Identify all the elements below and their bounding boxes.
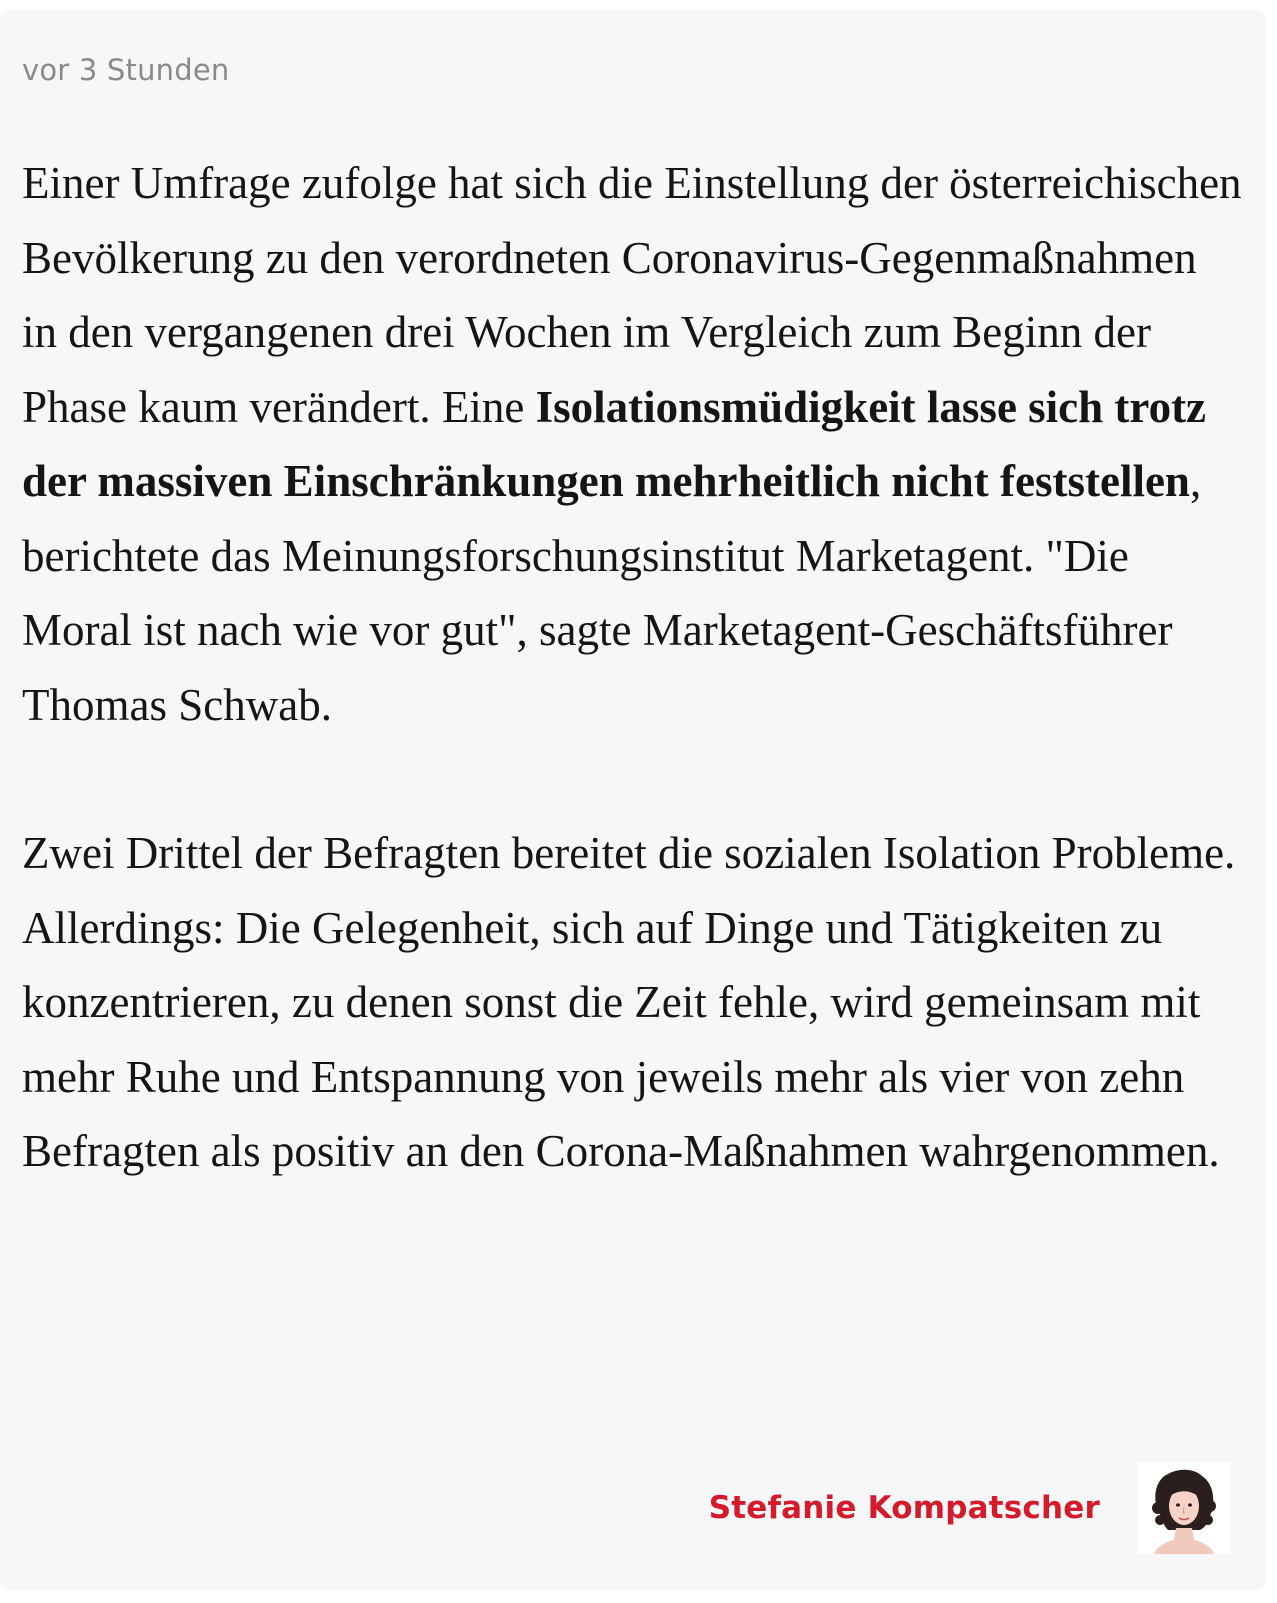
author-byline: [709, 1460, 1230, 1556]
paragraph-1-highlight: Isolationsmüdigkeit lasse sich trotz der massiven Einschränkungen mehrheitlich nicht feststellen: [22, 381, 1207, 506]
paragraph-1-tail: , berichtete das Meinungsforschungsinstitut Marketagent. "Die Moral ist nach wie vor gut", sagte Marketagent-Geschäftsführer Thomas Schwab.: [22, 456, 1202, 730]
live-ticker-entry: [0, 10, 1266, 1590]
author-name-link[interactable]: Stefanie Kompatscher: [708, 1490, 1100, 1526]
paragraph-1-lead: Einer Umfrage zufolge hat sich die Einstellung der österreichischen Bevölkerung zu den verordneten Coronavirus-Gegenmaßnahmen in den vergangenen drei Wochen im Vergleich zum Beginn der Phase kaum verändert. Eine: [22, 158, 1242, 432]
paragraph-1: [22, 146, 1242, 742]
author-portrait-icon[interactable]: [1138, 1462, 1230, 1554]
entry-body: [22, 146, 1242, 1189]
paragraph-2: Zwei Drittel der Befragten bereitet die sozialen Isolation Probleme. Allerdings: Die Gelegenheit, sich auf Dinge und Tätigkeiten zu konzentrieren, zu denen sonst die Zeit fehle, wird gemeinsam mit mehr Ruhe und Entspannung von jeweils mehr als vier von zehn Befragten als positiv an den Corona-Maßnahmen wahrgenommen.: [22, 828, 1236, 1176]
entry-timestamp: vor 3 Stunden: [22, 53, 230, 87]
